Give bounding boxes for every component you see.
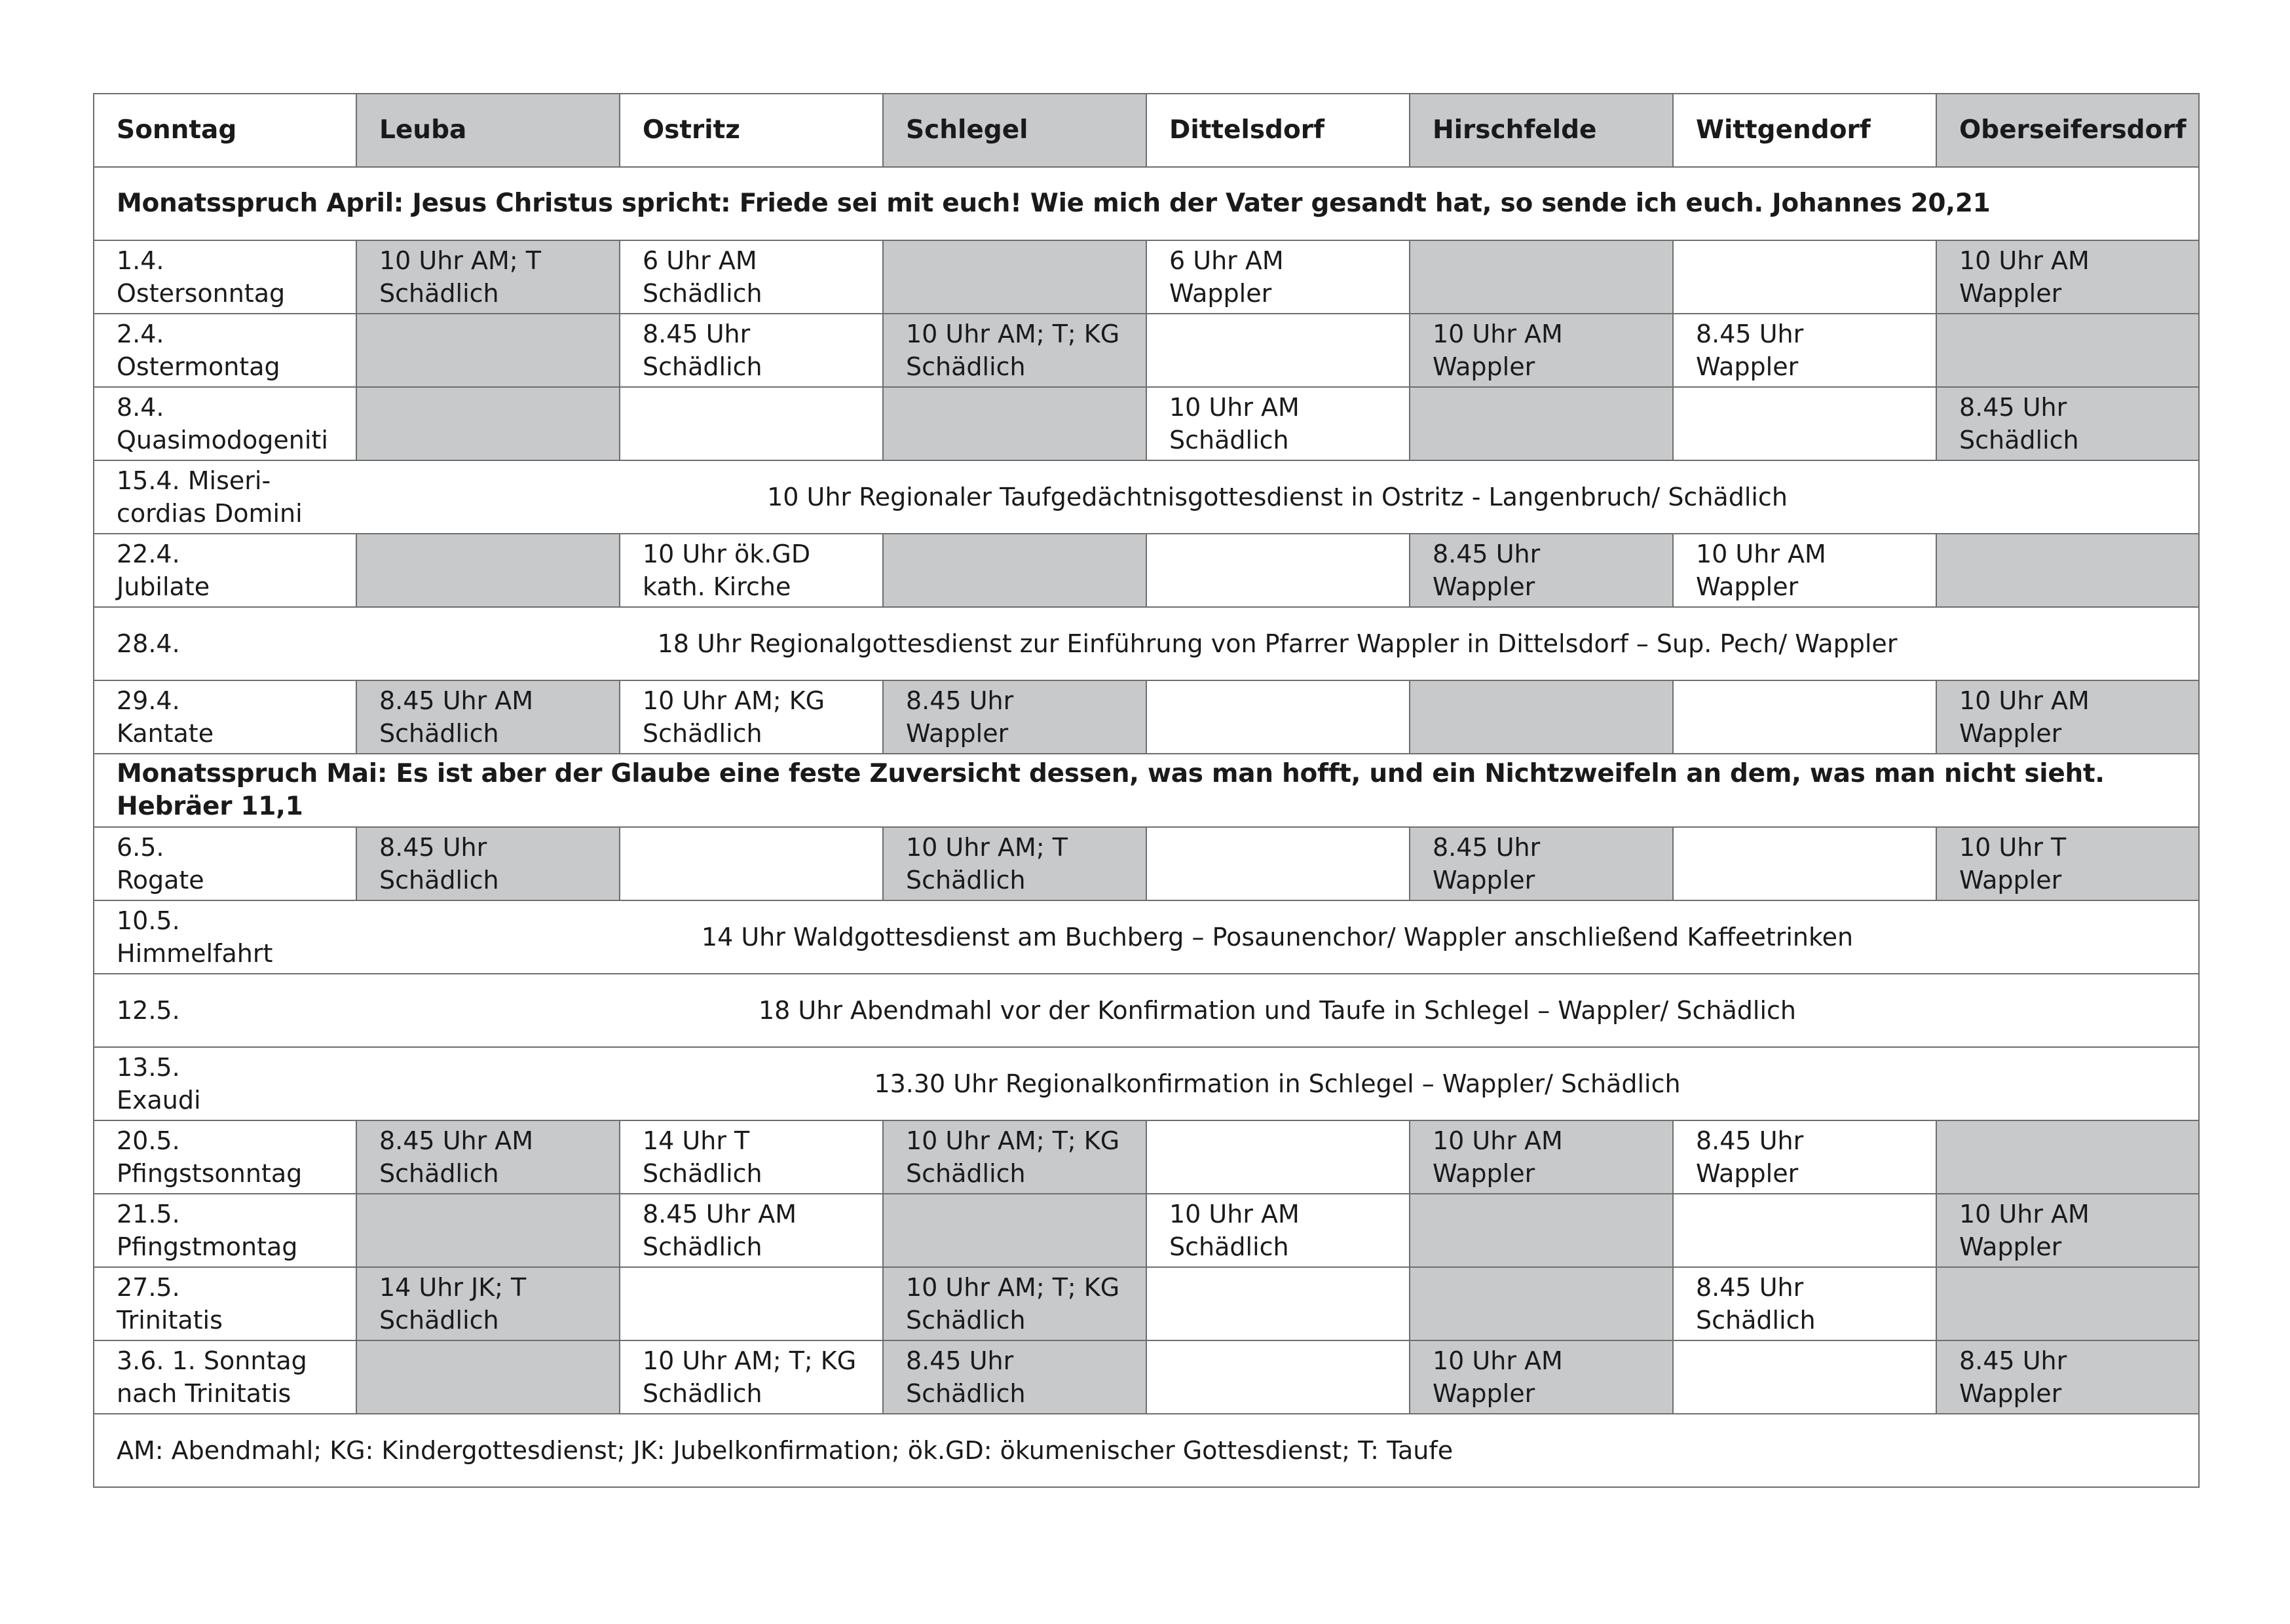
service-cell-ostritz xyxy=(620,387,883,460)
cell-line: 10 Uhr AM; T; KG xyxy=(906,1273,1120,1302)
cell-line: 22.4. xyxy=(117,540,180,568)
cell-line: 12.5. xyxy=(117,996,180,1025)
date-cell xyxy=(94,1047,356,1120)
service-cell-hirschfelde xyxy=(1410,314,1673,387)
service-cell-wittgendorf xyxy=(1673,387,1936,460)
cell-line: Wappler xyxy=(1959,719,2062,748)
service-cell-wittgendorf xyxy=(1673,240,1936,314)
cell-line: Schädlich xyxy=(643,1159,762,1188)
column-header-oberseifersdorf: Oberseifersdorf xyxy=(1936,94,2199,167)
cell-line: Wappler xyxy=(1433,1159,1535,1188)
service-row xyxy=(94,1267,2199,1340)
date-cell xyxy=(94,974,356,1047)
monthly-verse: Monatsspruch April: Jesus Christus spricht: Friede sei mit euch! Wie mich der Vater gesandt hat, so sende ich euch. Johannes 20,21 xyxy=(94,167,2199,240)
service-cell-wittgendorf xyxy=(1673,1340,1936,1414)
service-row xyxy=(94,1340,2199,1414)
date-cell xyxy=(94,240,356,314)
cell-line: Schädlich xyxy=(643,279,762,308)
service-cell-schlegel xyxy=(883,827,1146,900)
cell-line: Trinitatis xyxy=(117,1306,223,1335)
service-cell-leuba xyxy=(356,1194,620,1267)
date-cell xyxy=(94,534,356,607)
date-cell xyxy=(94,900,356,974)
service-cell-ostritz xyxy=(620,1194,883,1267)
service-cell-wittgendorf xyxy=(1673,680,1936,754)
service-cell-ostritz xyxy=(620,314,883,387)
service-cell-schlegel xyxy=(883,1194,1146,1267)
service-cell-leuba xyxy=(356,240,620,314)
service-row xyxy=(94,680,2199,754)
monthly-verse-row xyxy=(94,167,2199,240)
cell-line: Schädlich xyxy=(379,1306,499,1335)
service-cell-ostritz xyxy=(620,1120,883,1194)
cell-line: Schädlich xyxy=(1169,426,1289,454)
cell-line: 8.45 Uhr xyxy=(1433,833,1541,862)
service-cell-oberseifersdorf xyxy=(1936,1194,2199,1267)
cell-line: Pfingstmontag xyxy=(117,1232,298,1261)
cell-line: Schädlich xyxy=(906,1379,1026,1408)
cell-line: Pfingstsonntag xyxy=(117,1159,303,1188)
cell-line: Wappler xyxy=(906,719,1009,748)
service-row xyxy=(94,387,2199,460)
cell-line: 28.4. xyxy=(117,629,180,658)
cell-line: Schädlich xyxy=(1169,1232,1289,1261)
column-header-wittgendorf: Wittgendorf xyxy=(1673,94,1936,167)
regional-service-text: 10 Uhr Regionaler Taufgedächtnisgottesdienst in Ostritz - Langenbruch/ Schädlich xyxy=(356,460,2199,534)
service-cell-schlegel xyxy=(883,240,1146,314)
service-cell-ostritz xyxy=(620,827,883,900)
cell-line: 2.4. xyxy=(117,320,164,348)
service-cell-dittelsdorf xyxy=(1146,387,1410,460)
cell-line: 10 Uhr AM xyxy=(1959,246,2090,275)
cell-line: 8.45 Uhr xyxy=(1696,1273,1804,1302)
cell-line: Schädlich xyxy=(1959,426,2079,454)
service-row xyxy=(94,240,2199,314)
schedule-body xyxy=(94,167,2199,1414)
cell-line: Schädlich xyxy=(906,1159,1026,1188)
cell-line: 29.4. xyxy=(117,686,180,715)
column-header-leuba: Leuba xyxy=(356,94,620,167)
service-cell-leuba xyxy=(356,1120,620,1194)
service-cell-hirschfelde xyxy=(1410,1120,1673,1194)
cell-line: 14 Uhr T xyxy=(643,1126,750,1155)
service-cell-ostritz xyxy=(620,1267,883,1340)
service-cell-ostritz xyxy=(620,240,883,314)
cell-line: Quasimodogeniti xyxy=(117,426,328,454)
service-cell-dittelsdorf xyxy=(1146,1194,1410,1267)
date-cell xyxy=(94,607,356,680)
cell-line: 10 Uhr AM xyxy=(1433,1126,1563,1155)
cell-line: 10 Uhr AM; T xyxy=(379,246,541,275)
cell-line: Schädlich xyxy=(906,352,1026,381)
service-cell-schlegel xyxy=(883,680,1146,754)
service-cell-dittelsdorf xyxy=(1146,680,1410,754)
date-cell xyxy=(94,1267,356,1340)
cell-line: 6 Uhr AM xyxy=(1169,246,1284,275)
service-cell-hirschfelde xyxy=(1410,1194,1673,1267)
column-header-schlegel: Schlegel xyxy=(883,94,1146,167)
service-cell-hirschfelde xyxy=(1410,534,1673,607)
cell-line: Wappler xyxy=(1696,352,1799,381)
cell-line: kath. Kirche xyxy=(643,572,791,601)
cell-line: 8.45 Uhr xyxy=(643,320,751,348)
service-cell-wittgendorf xyxy=(1673,534,1936,607)
cell-line: cordias Domini xyxy=(117,499,303,528)
cell-line: Schädlich xyxy=(643,1232,762,1261)
regional-service-text: 18 Uhr Regionalgottesdienst zur Einführung von Pfarrer Wappler in Dittelsdorf – Sup. Pech/ Wappler xyxy=(356,607,2199,680)
service-cell-oberseifersdorf xyxy=(1936,1340,2199,1414)
cell-line: 10 Uhr AM; T; KG xyxy=(906,1126,1120,1155)
cell-line: 10 Uhr T xyxy=(1959,833,2067,862)
cell-line: Exaudi xyxy=(117,1086,201,1115)
cell-line: 8.45 Uhr AM xyxy=(643,1200,797,1228)
cell-line: Rogate xyxy=(117,866,204,895)
cell-line: Wappler xyxy=(1433,866,1535,895)
monthly-verse-row xyxy=(94,754,2199,827)
service-cell-hirschfelde xyxy=(1410,240,1673,314)
cell-line: Schädlich xyxy=(906,1306,1026,1335)
cell-line: Schädlich xyxy=(379,866,499,895)
service-cell-schlegel xyxy=(883,1267,1146,1340)
service-cell-dittelsdorf xyxy=(1146,534,1410,607)
date-cell xyxy=(94,827,356,900)
cell-line: Jubilate xyxy=(117,572,210,601)
service-cell-oberseifersdorf xyxy=(1936,387,2199,460)
service-cell-dittelsdorf xyxy=(1146,1340,1410,1414)
service-cell-leuba xyxy=(356,534,620,607)
service-cell-hirschfelde xyxy=(1410,680,1673,754)
cell-line: Wappler xyxy=(1696,572,1799,601)
cell-line: 8.45 Uhr xyxy=(379,833,487,862)
cell-line: 8.45 Uhr xyxy=(1696,320,1804,348)
service-schedule-table xyxy=(93,93,2200,1488)
monthly-verse: Monatsspruch Mai: Es ist aber der Glaube eine feste Zuversicht dessen, was man hofft, und ein Nichtzweifeln an dem, was man nicht sieht. Hebräer 11,1 xyxy=(94,754,2199,827)
cell-line: Wappler xyxy=(1696,1159,1799,1188)
service-cell-hirschfelde xyxy=(1410,827,1673,900)
service-cell-oberseifersdorf xyxy=(1936,680,2199,754)
service-cell-dittelsdorf xyxy=(1146,827,1410,900)
cell-line: Schädlich xyxy=(643,1379,762,1408)
cell-line: 8.45 Uhr xyxy=(1696,1126,1804,1155)
service-cell-wittgendorf xyxy=(1673,1120,1936,1194)
service-row xyxy=(94,1194,2199,1267)
service-cell-hirschfelde xyxy=(1410,1340,1673,1414)
service-cell-dittelsdorf xyxy=(1146,1120,1410,1194)
cell-line: 10 Uhr AM xyxy=(1959,686,2090,715)
cell-line: 10 Uhr AM xyxy=(1433,1346,1563,1375)
service-cell-oberseifersdorf xyxy=(1936,240,2199,314)
cell-line: Wappler xyxy=(1959,1379,2062,1408)
date-cell xyxy=(94,314,356,387)
cell-line: 8.45 Uhr AM xyxy=(379,686,534,715)
cell-line: 10 Uhr AM; T; KG xyxy=(906,320,1120,348)
column-header-dittelsdorf: Dittelsdorf xyxy=(1146,94,1410,167)
cell-line: 10 Uhr AM; T xyxy=(906,833,1068,862)
cell-line: 10 Uhr AM xyxy=(1169,1200,1300,1228)
cell-line: Wappler xyxy=(1433,352,1535,381)
cell-line: 6.5. xyxy=(117,833,164,862)
service-cell-oberseifersdorf xyxy=(1936,1267,2199,1340)
service-row xyxy=(94,827,2199,900)
service-cell-schlegel xyxy=(883,387,1146,460)
cell-line: 8.45 Uhr xyxy=(906,1346,1014,1375)
service-cell-dittelsdorf xyxy=(1146,1267,1410,1340)
service-cell-leuba xyxy=(356,1267,620,1340)
date-cell xyxy=(94,387,356,460)
date-cell xyxy=(94,1340,356,1414)
cell-line: 3.6. 1. Sonntag xyxy=(117,1346,307,1375)
cell-line: 8.45 Uhr xyxy=(1959,393,2067,422)
regional-service-text: 13.30 Uhr Regionalkonfirmation in Schlegel – Wappler/ Schädlich xyxy=(356,1047,2199,1120)
service-cell-wittgendorf xyxy=(1673,1194,1936,1267)
service-cell-schlegel xyxy=(883,1340,1146,1414)
cell-line: 10 Uhr AM xyxy=(1169,393,1300,422)
service-cell-schlegel xyxy=(883,314,1146,387)
cell-line: 8.4. xyxy=(117,393,164,422)
service-cell-leuba xyxy=(356,314,620,387)
cell-line: Schädlich xyxy=(379,279,499,308)
cell-line: Wappler xyxy=(1433,572,1535,601)
cell-line: 10 Uhr ök.GD xyxy=(643,540,811,568)
service-cell-schlegel xyxy=(883,1120,1146,1194)
cell-line: 21.5. xyxy=(117,1200,180,1228)
cell-line: 15.4. Miseri- xyxy=(117,466,271,495)
service-cell-wittgendorf xyxy=(1673,1267,1936,1340)
cell-line: nach Trinitatis xyxy=(117,1379,291,1408)
regional-service-text: 18 Uhr Abendmahl vor der Konfirmation und Taufe in Schlegel – Wappler/ Schädlich xyxy=(356,974,2199,1047)
cell-line: Schädlich xyxy=(643,719,762,748)
date-cell xyxy=(94,1194,356,1267)
cell-line: 8.45 Uhr AM xyxy=(379,1126,534,1155)
cell-line: 14 Uhr JK; T xyxy=(379,1273,527,1302)
regional-service-text: 14 Uhr Waldgottesdienst am Buchberg – Posaunenchor/ Wappler anschließend Kaffeetrinken xyxy=(356,900,2199,974)
cell-line: 10 Uhr AM xyxy=(1959,1200,2090,1228)
cell-line: Wappler xyxy=(1169,279,1272,308)
date-cell xyxy=(94,680,356,754)
cell-line: Schädlich xyxy=(1696,1306,1816,1335)
column-header-ostritz: Ostritz xyxy=(620,94,883,167)
cell-line: 20.5. xyxy=(117,1126,180,1155)
service-cell-leuba xyxy=(356,1340,620,1414)
cell-line: Wappler xyxy=(1433,1379,1535,1408)
service-cell-ostritz xyxy=(620,534,883,607)
cell-line: Ostermontag xyxy=(117,352,280,381)
cell-line: 8.45 Uhr xyxy=(1433,540,1541,568)
service-cell-leuba xyxy=(356,680,620,754)
table-header-row xyxy=(94,94,2199,167)
service-cell-leuba xyxy=(356,387,620,460)
date-cell xyxy=(94,1120,356,1194)
cell-line: Wappler xyxy=(1959,1232,2062,1261)
service-cell-wittgendorf xyxy=(1673,827,1936,900)
legend-row xyxy=(94,1414,2199,1487)
service-row xyxy=(94,314,2199,387)
cell-line: 8.45 Uhr xyxy=(906,686,1014,715)
cell-line: Himmelfahrt xyxy=(117,939,273,968)
regional-service-row xyxy=(94,900,2199,974)
service-row xyxy=(94,1120,2199,1194)
column-header-sonntag: Sonntag xyxy=(94,94,356,167)
service-cell-dittelsdorf xyxy=(1146,314,1410,387)
cell-line: Wappler xyxy=(1959,279,2062,308)
service-cell-oberseifersdorf xyxy=(1936,827,2199,900)
service-cell-ostritz xyxy=(620,680,883,754)
regional-service-row xyxy=(94,460,2199,534)
service-cell-leuba xyxy=(356,827,620,900)
cell-line: 6 Uhr AM xyxy=(643,246,757,275)
regional-service-row xyxy=(94,974,2199,1047)
cell-line: 13.5. xyxy=(117,1053,180,1082)
cell-line: Ostersonntag xyxy=(117,279,286,308)
service-cell-dittelsdorf xyxy=(1146,240,1410,314)
service-cell-wittgendorf xyxy=(1673,314,1936,387)
cell-line: Schädlich xyxy=(379,719,499,748)
date-cell xyxy=(94,460,356,534)
service-cell-hirschfelde xyxy=(1410,1267,1673,1340)
service-cell-schlegel xyxy=(883,534,1146,607)
cell-line: 27.5. xyxy=(117,1273,180,1302)
service-cell-oberseifersdorf xyxy=(1936,1120,2199,1194)
column-header-hirschfelde: Hirschfelde xyxy=(1410,94,1673,167)
service-row xyxy=(94,534,2199,607)
service-cell-ostritz xyxy=(620,1340,883,1414)
cell-line: 8.45 Uhr xyxy=(1959,1346,2067,1375)
service-cell-oberseifersdorf xyxy=(1936,314,2199,387)
service-cell-oberseifersdorf xyxy=(1936,534,2199,607)
cell-line: 10.5. xyxy=(117,906,180,935)
service-cell-hirschfelde xyxy=(1410,387,1673,460)
cell-line: 1.4. xyxy=(117,246,164,275)
cell-line: Wappler xyxy=(1959,866,2062,895)
abbreviation-legend: AM: Abendmahl; KG: Kindergottesdienst; JK: Jubelkonfirmation; ök.GD: ökumenischer Gottesdienst; T: Taufe xyxy=(94,1414,2199,1487)
regional-service-row xyxy=(94,1047,2199,1120)
cell-line: 10 Uhr AM; KG xyxy=(643,686,825,715)
cell-line: Schädlich xyxy=(643,352,762,381)
cell-line: 10 Uhr AM xyxy=(1696,540,1826,568)
cell-line: 10 Uhr AM; T; KG xyxy=(643,1346,857,1375)
cell-line: Schädlich xyxy=(906,866,1026,895)
cell-line: Schädlich xyxy=(379,1159,499,1188)
regional-service-row xyxy=(94,607,2199,680)
cell-line: 10 Uhr AM xyxy=(1433,320,1563,348)
cell-line: Kantate xyxy=(117,719,214,748)
